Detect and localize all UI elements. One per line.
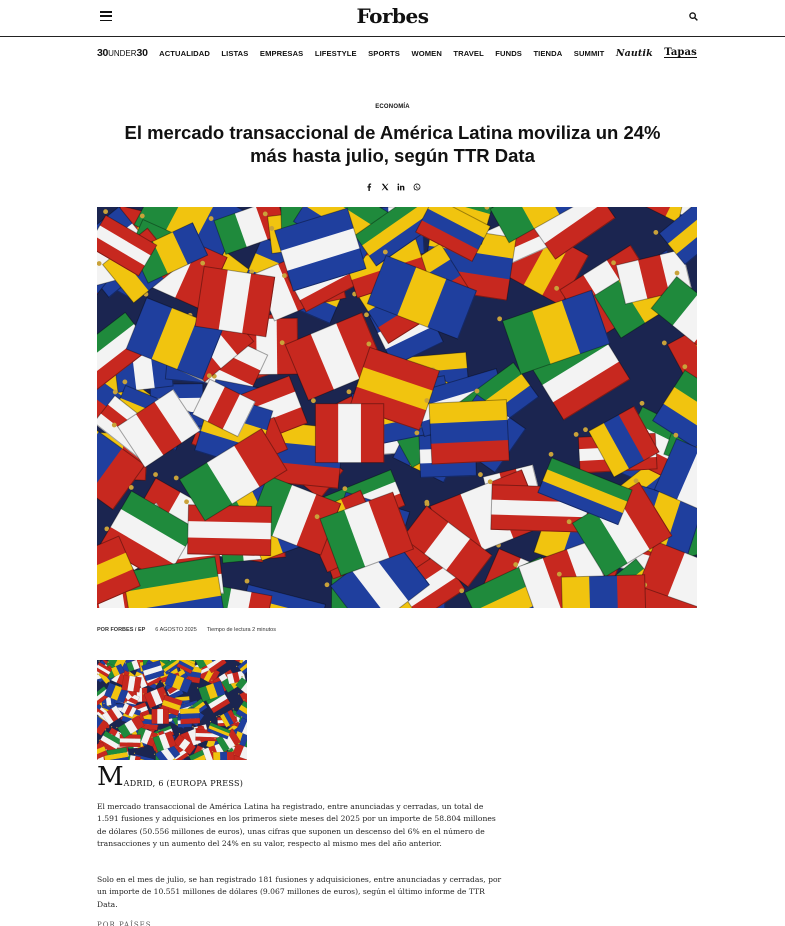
byline-author[interactable]: POR FORBES / EP [97,627,146,633]
forbes-logo[interactable]: Forbes [356,4,429,28]
nav-item-tapas[interactable]: Tapas [664,47,697,58]
byline-date: 6 AGOSTO 2025 [155,627,197,633]
article-paragraph: El mercado transaccional de América Latina ha registrado, entre anunciadas y cerradas, un total de 1.591 fusiones y adquisiciones en los primeros siete meses del 2025 por un importe de 58.804 millones de dólares (50.556 millones de euros), unas cifras que suponen un descenso del 6% en el número de transacciones y un aumento del 24% en su valor, respecto al mismo mes del año anterior. [97,802,496,848]
main-nav [97,46,697,60]
article-category[interactable]: ECONOMÍA [375,104,410,110]
byline [97,627,276,633]
flags-illustration [97,207,697,608]
top-header [0,0,785,37]
nav-item-sports[interactable]: SPORTS [368,48,400,58]
linkedin-icon[interactable] [397,183,405,191]
nav-item-lifestyle[interactable]: LIFESTYLE [314,48,357,58]
flags-thumbnail [97,660,247,760]
nav-item-actualidad[interactable]: ACTUALIDAD [159,48,210,58]
whatsapp-icon[interactable] [413,183,421,191]
nav-item-nautik[interactable]: Nautik [615,47,653,59]
nav-item-30under30[interactable]: 30UNDER30 [97,47,148,59]
hero-image-flags [97,207,697,608]
article-title: El mercado transaccional de América Latina moviliza un 24% más hasta julio, según TTR Data [124,122,661,166]
thumbnail-image-flags [97,660,247,760]
nav-item-women[interactable]: WOMEN [411,48,442,58]
drop-cap: M [97,762,124,792]
section-subheading: POR PAÍSES [97,921,152,926]
share-bar [0,183,785,191]
nav-item-tienda[interactable]: TIENDA [533,48,563,58]
article-paragraph: Solo en el mes de julio, se han registrado 181 fusiones y adquisiciones, entre anunciadas y cerradas, por un importe de 10.551 millones de dólares (9.067 millones de euros), según el último informe de TTR Data. [97,875,502,909]
nav-item-travel[interactable]: TRAVEL [453,48,484,58]
nav-item-funds[interactable]: FUNDS [495,48,522,58]
dateline-text: ADRID, 6 (EUROPA PRESS) [123,779,244,788]
facebook-icon[interactable] [365,183,373,191]
nav-item-summit[interactable]: SUMMIT [573,48,605,58]
x-icon[interactable] [381,183,389,191]
nav-item-empresas[interactable]: EMPRESAS [259,48,304,58]
reading-time: Tiempo de lectura 2 minutos [206,627,276,633]
dateline [97,764,243,790]
nav-item-listas[interactable]: LISTAS [221,48,249,58]
search-icon[interactable] [689,12,698,21]
